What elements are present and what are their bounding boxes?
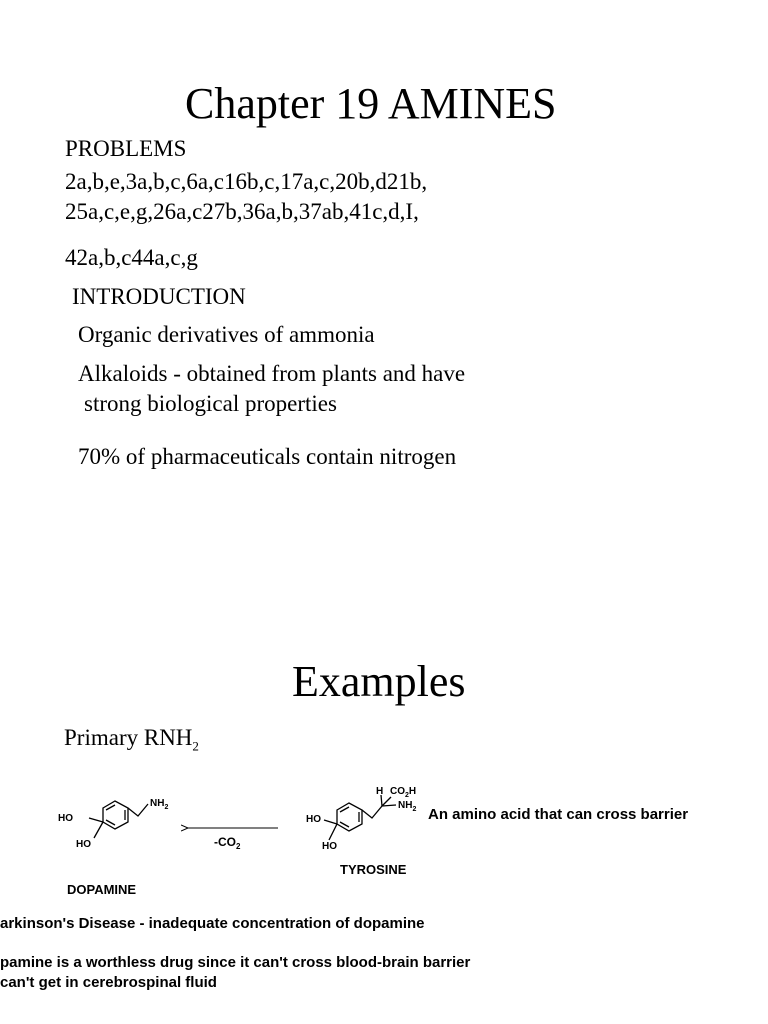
problems-line-2: 25a,c,e,g,26a,c27b,36a,b,37ab,41c,d,I,: [65, 199, 419, 224]
problems-line-1: 2a,b,e,3a,b,c,6a,c16b,c,17a,c,20b,d21b,: [65, 169, 428, 194]
tyrosine-side-chain: [362, 806, 382, 818]
intro-point-1: Organic derivatives of ammonia: [78, 322, 375, 347]
tyrosine-co2h-bond: [382, 797, 391, 806]
csf-note: can't get in cerebrospinal fluid: [0, 974, 217, 991]
intro-heading: INTRODUCTION: [72, 284, 246, 309]
tyrosine-structure: [324, 795, 396, 840]
tyrosine-note: An amino acid that can cross barrier: [428, 806, 689, 823]
primary-label-text: Primary RNH: [64, 725, 193, 750]
dopamine-structure: [89, 801, 148, 838]
dopamine-name: DOPAMINE: [67, 882, 137, 897]
problems-line-3: 42a,b,c44a,c,g: [65, 245, 198, 270]
slide1-title: Chapter 19 AMINES: [185, 79, 557, 128]
tyrosine-oh-bond-bottom: [329, 824, 337, 840]
reaction-label: $-CO_2$: [214, 835, 241, 851]
dopamine-nh2: $NH_2$: [150, 798, 169, 811]
dopamine-side-chain: [128, 804, 148, 816]
parkinsons-note: arkinson's Disease - inadequate concentration of dopamine: [0, 915, 425, 932]
dopamine-ring: [103, 801, 128, 829]
tyrosine-oh-bond-top: [324, 820, 337, 824]
slide2-title: Examples: [292, 657, 466, 706]
primary-label-subscript: 2: [192, 738, 199, 754]
tyrosine-h: H: [376, 786, 384, 797]
tyrosine-co2h: $CO_2H$: [390, 786, 417, 799]
dopamine-oh-bond-top: [89, 818, 103, 822]
tyrosine-ho-bottom: HO: [322, 841, 337, 852]
dopamine-ho-top: HO: [58, 813, 73, 824]
intro-point-2b: strong biological properties: [84, 391, 337, 416]
intro-point-3: 70% of pharmaceuticals contain nitrogen: [78, 444, 457, 469]
tyrosine-name: TYROSINE: [340, 862, 407, 877]
problems-heading: PROBLEMS: [65, 136, 187, 161]
intro-point-2a: Alkaloids - obtained from plants and have: [78, 361, 466, 386]
tyrosine-ring: [337, 803, 362, 831]
tyrosine-ho-top: HO: [306, 814, 321, 825]
dopamine-ho-bottom: HO: [76, 839, 91, 850]
tyrosine-nh2-bond: [382, 805, 396, 806]
dopamine-oh-bond-bottom: [94, 822, 103, 838]
tyrosine-nh2: $NH_2$: [398, 800, 417, 813]
dopamine-drug-note: pamine is a worthless drug since it can't cross blood-brain barrier: [0, 954, 471, 971]
